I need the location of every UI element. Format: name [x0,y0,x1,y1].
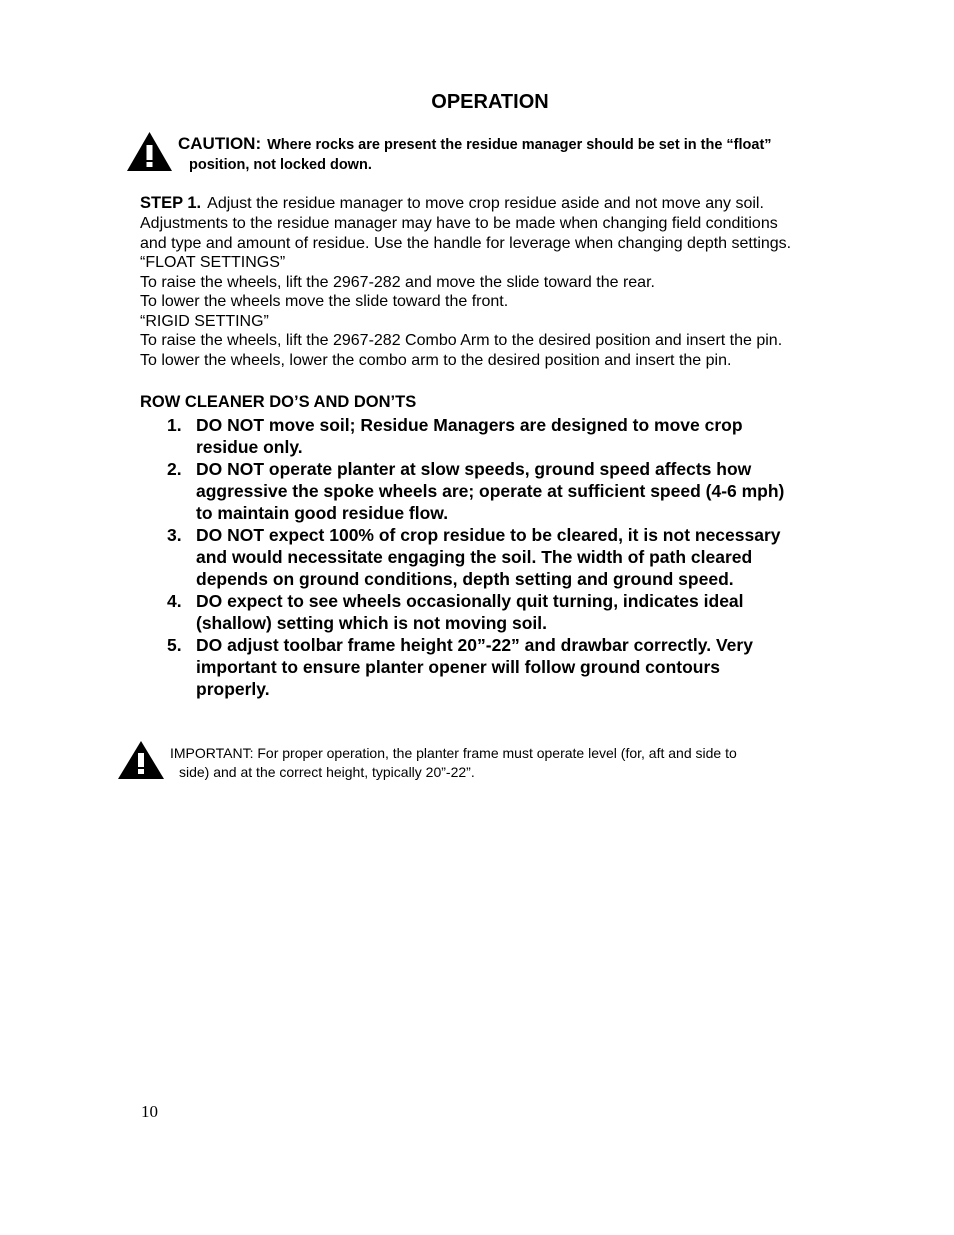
row-cleaner-heading: ROW CLEANER DO’S AND DON’TS [140,393,417,411]
step1-line: To lower the wheels move the slide toward the front. [140,293,509,310]
list-item: 3. DO NOT expect 100% of crop residue to be cleared, it is not necessary and would necessitate engaging the soil. The width of path cleared depends on ground conditions, depth setting and ground speed. [167,525,781,589]
step1-line: and type and amount of residue. Use the handle for leverage when changing depth settings. [140,235,792,252]
list-item: 4. DO expect to see wheels occasionally quit turning, indicates ideal (shallow) setting which is not moving soil. [167,591,744,633]
rigid-setting-heading: “RIGID SETTING” [140,313,269,330]
step1-line: STEP 1. Adjust the residue manager to move crop residue aside and not move any soil. [140,194,764,212]
list-item-number: 3. [167,525,182,545]
list-item: 1. DO NOT move soil; Residue Managers are designed to move crop residue only. [167,415,743,457]
caution-text-line2: position, not locked down. [189,157,372,173]
step1-line: Adjustments to the residue manager may have to be made when changing field conditions [140,215,778,232]
list-item-number: 1. [167,415,182,435]
warning-triangle-icon [117,740,165,780]
list-item: 5. DO adjust toolbar frame height 20”-22” and drawbar correctly. Very important to ensure planter opener will follow ground contours properly. [167,635,753,699]
list-item: 2. DO NOT operate planter at slow speeds, ground speed affects how aggressive the spoke wheels are; operate at sufficient speed (4-6 mph) to maintain good residue flow. [167,459,785,523]
list-item-number: 4. [167,591,182,611]
page-number: 10 [141,1102,158,1121]
caution-notice [178,134,772,154]
caution-text-line1: Where rocks are present the residue manager should be set in the “float” [267,137,772,153]
important-notice-line1: IMPORTANT: For proper operation, the planter frame must operate level (for, aft and side to [170,745,737,761]
warning-triangle-icon [126,131,173,172]
row-cleaner-list [167,414,784,700]
page-title: OPERATION [431,91,549,113]
step1-line: To raise the wheels, lift the 2967-282 Combo Arm to the desired position and insert the pin. [140,332,783,349]
list-item-number: 2. [167,459,182,479]
important-notice-line2: side) and at the correct height, typically 20”-22”. [179,764,475,780]
list-item-number: 5. [167,635,182,655]
float-settings-heading: “FLOAT SETTINGS” [140,254,286,271]
step1-line: To lower the wheels, lower the combo arm to the desired position and insert the pin. [140,352,732,369]
step1-line: To raise the wheels, lift the 2967-282 and move the slide toward the rear. [140,274,655,291]
step1-label: STEP 1. [140,194,202,212]
caution-label: CAUTION: [178,134,262,153]
